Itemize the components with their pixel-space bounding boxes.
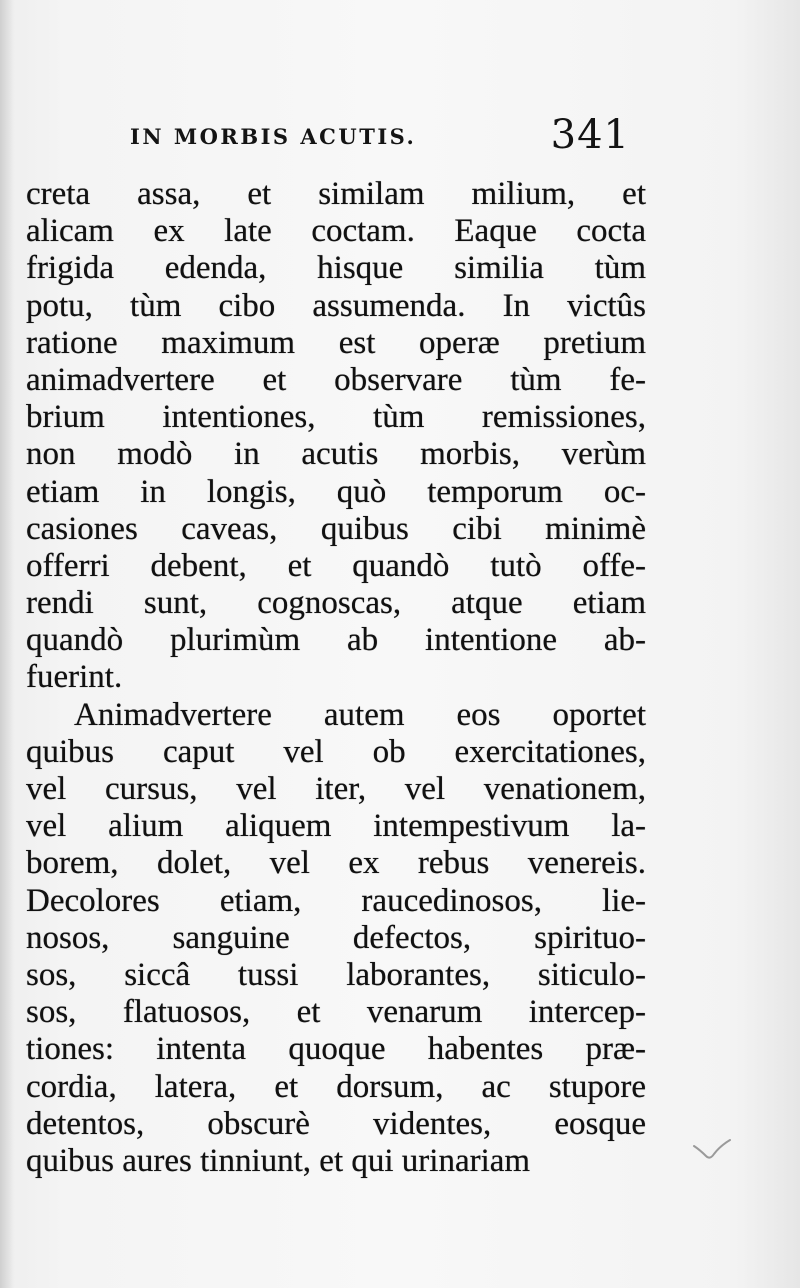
text-line: vel alium aliquem intempestivum la- [26,808,646,845]
pencil-check-mark-icon [692,1136,732,1166]
text-line: borem, dolet, vel ex rebus venereis. [26,845,646,882]
text-line: quibus caput vel ob exercitationes, [26,733,646,770]
page-number: 341 [550,112,630,158]
text-line: animadvertere et observare tùm fe- [26,361,646,398]
text-line: tiones: intenta quoque habentes præ- [26,1031,646,1068]
text-line: potu, tùm cibo assumenda. In victûs [26,287,646,324]
text-line: sos, flatuosos, et venarum intercep- [26,994,646,1031]
text-line: nosos, sanguine defectos, spirituo- [26,919,646,956]
text-line: Animadvertere autem eos oportet [74,696,646,733]
text-line: frigida edenda, hisque similia tùm [26,250,646,287]
paragraph-1 [26,176,646,697]
text-line: fuerint. [26,659,123,696]
text-line: quibus aures tinniunt, et qui urinariam [26,1142,531,1179]
text-line: ratione maximum est operæ pretium [26,324,646,361]
text-line: Decolores etiam, raucedinosos, lie- [26,882,646,919]
page-header [130,112,630,160]
text-line: alicam ex late coctam. Eaque cocta [26,213,646,250]
text-line: sos, siccâ tussi laborantes, siticulo- [26,956,646,993]
text-line: detentos, obscurè videntes, eosque [26,1105,646,1142]
text-line: non modò in acutis morbis, verùm [26,436,646,473]
text-line: brium intentiones, tùm remissiones, [26,399,646,436]
text-line: casiones caveas, quibus cibi minimè [26,510,646,547]
text-line: etiam in longis, quò temporum oc- [26,473,646,510]
text-line: quandò plurimùm ab intentione ab- [26,622,646,659]
running-head: IN MORBIS ACUTIS. [130,124,417,149]
body-text [26,176,646,1180]
text-line: vel cursus, vel iter, vel venationem, [26,771,646,807]
text-line: creta assa, et similam milium, et [26,176,646,212]
paragraph-2 [26,697,646,1180]
text-line: rendi sunt, cognoscas, atque etiam [26,585,646,622]
text-line: cordia, latera, et dorsum, ac stupore [26,1068,646,1105]
page-gutter-shadow [0,0,14,1288]
text-line: offerri debent, et quandò tutò offe- [26,547,646,584]
